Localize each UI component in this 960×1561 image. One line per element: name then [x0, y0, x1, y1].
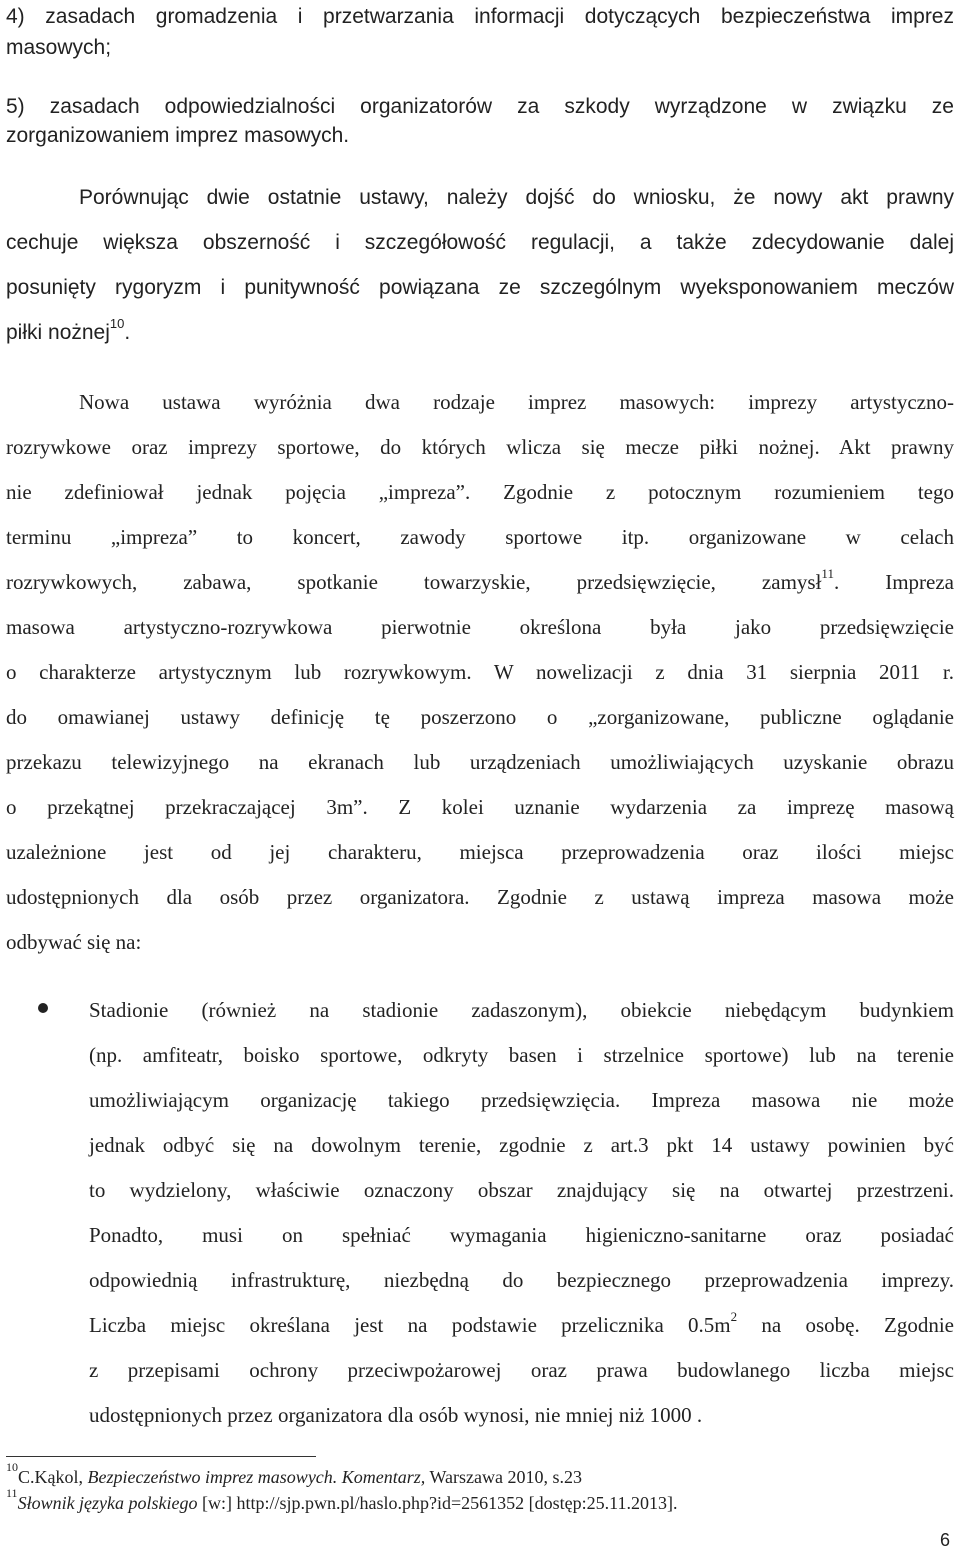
bullet-line-10: udostępnionych przez organizatora dla osób wynosi, nie mniej niż 1000 .: [89, 1403, 703, 1427]
footnote-ref-10[interactable]: 10: [109, 316, 125, 331]
bullet-line-4: jednak odbyć się na dowolnym terenie, zgodnie z art.3 pkt 14 ustawy powinien być: [89, 1133, 954, 1157]
footnote-11: [6, 1486, 678, 1514]
list-item-5-line-1: 5) zasadach odpowiedzialności organizatorów za szkody wyrządzone w związku ze: [6, 95, 954, 118]
para2-line-5: [6, 566, 954, 595]
bullet-line-8-text: Liczba miejsc określana jest na podstawie przelicznika 0.5m: [89, 1313, 731, 1337]
footnote-11-number: 11: [6, 1486, 18, 1500]
footnote-10: [6, 1460, 582, 1488]
para2-line-12: udostępnionych dla osób przez organizatora. Zgodnie z ustawą impreza masowa może: [6, 885, 954, 909]
superscript-2: 2: [730, 1309, 738, 1324]
bullet-line-6: Ponadto, musi on spełniać wymagania higieniczno-sanitarne oraz posiadać: [89, 1223, 954, 1247]
footnote-10-number: 10: [6, 1460, 18, 1474]
para2-line-11: uzależnione jest od jej charakteru, miejsca przeprowadzenia oraz ilości miejsc: [6, 840, 954, 864]
para1-line-4: [6, 316, 954, 346]
para2-line-5-tail: . Impreza: [833, 570, 954, 594]
list-item-5-line-2: zorganizowaniem imprez masowych.: [6, 124, 350, 147]
page-number: 6: [939, 1530, 950, 1550]
bullet-line-2: (np. amfiteatr, boisko sportowe, odkryty basen i strzelnice sportowe) lub na terenie: [89, 1043, 954, 1067]
footnote-10-author: C.Kąkol,: [18, 1467, 88, 1487]
bullet-line-9: z przepisami ochrony przeciwpożarowej oraz prawa budowlanego liczba miejsc: [89, 1358, 954, 1382]
para1-line-1: Porównując dwie ostatnie ustawy, należy dojść do wniosku, że nowy akt prawny: [79, 186, 954, 209]
footnote-11-title: Słownik języka polskiego: [17, 1493, 198, 1513]
para2-line-2: rozrywkowe oraz imprezy sportowe, do których wlicza się mecze piłki nożnej. Akt prawny: [6, 435, 954, 459]
bullet-line-1: Stadionie (również na stadionie zadaszonym), obiekcie niebędącym budynkiem: [89, 998, 954, 1022]
para1-line-4-text: piłki nożnej: [6, 321, 110, 344]
para2-line-3: nie zdefiniował jednak pojęcia „impreza”. Zgodnie z potocznym rozumieniem tego: [6, 480, 954, 504]
para2-line-6: masowa artystyczno-rozrywkowa pierwotnie określona była jako przedsięwzięcie: [6, 615, 954, 639]
footnote-10-title: Bezpieczeństwo imprez masowych. Komentarz,: [87, 1467, 426, 1487]
para2-line-7: o charakterze artystycznym lub rozrywkowym. W nowelizacji z dnia 31 sierpnia 2011 r.: [6, 660, 954, 684]
para2-line-9: przekazu telewizyjnego na ekranach lub urządzeniach umożliwiających uzyskanie obrazu: [6, 750, 954, 774]
list-item-4-line-2: masowych;: [6, 36, 112, 59]
bullet-line-7: odpowiednią infrastrukturę, niezbędną do bezpiecznego przeprowadzenia imprezy.: [89, 1268, 954, 1292]
para2-line-13: odbywać się na:: [6, 930, 142, 954]
footnote-10-rest: Warszawa 2010, s.23: [425, 1467, 582, 1487]
footnote-ref-11[interactable]: 11: [821, 566, 834, 581]
para1-line-2: cechuje większa obszerność i szczegółowość regulacji, a także zdecydowanie dalej: [6, 231, 954, 254]
bullet-line-8: [89, 1309, 954, 1338]
bullet-icon: [38, 1003, 48, 1013]
list-item-4-line-1: 4) zasadach gromadzenia i przetwarzania informacji dotyczących bezpieczeństwa imprez: [6, 5, 954, 28]
bullet-line-5: to wydzielony, właściwie oznaczony obszar znajdujący się na otwartej przestrzeni.: [89, 1178, 954, 1202]
para2-line-4: terminu „impreza” to koncert, zawody sportowe itp. organizowane w celach: [6, 525, 954, 549]
bullet-line-3: umożliwiającym organizację takiego przedsięwzięcia. Impreza masowa nie może: [89, 1088, 954, 1112]
para2-line-10: o przekątnej przekraczającej 3m”. Z kolei uznanie wydarzenia za imprezę masową: [6, 795, 954, 819]
para1-line-3: posunięty rygoryzm i punitywność powiązana ze szczególnym wyeksponowaniem meczów: [6, 276, 954, 299]
para1-end: .: [124, 321, 131, 344]
bullet-line-8-tail: na osobę. Zgodnie: [737, 1313, 954, 1337]
para2-line-1: Nowa ustawa wyróżnia dwa rodzaje imprez masowych: imprezy artystyczno-: [79, 390, 954, 414]
footnote-11-rest: [w:] http://sjp.pwn.pl/haslo.php?id=2561352 [dostęp:25.11.2013].: [197, 1493, 678, 1513]
para2-line-8: do omawianej ustawy definicję tę poszerzono o „zorganizowane, publiczne oglądanie: [6, 705, 954, 729]
footnote-separator: [6, 1456, 316, 1457]
para2-line-5-text: rozrywkowych, zabawa, spotkanie towarzyskie, przedsięwzięcie, zamysł: [6, 570, 822, 594]
